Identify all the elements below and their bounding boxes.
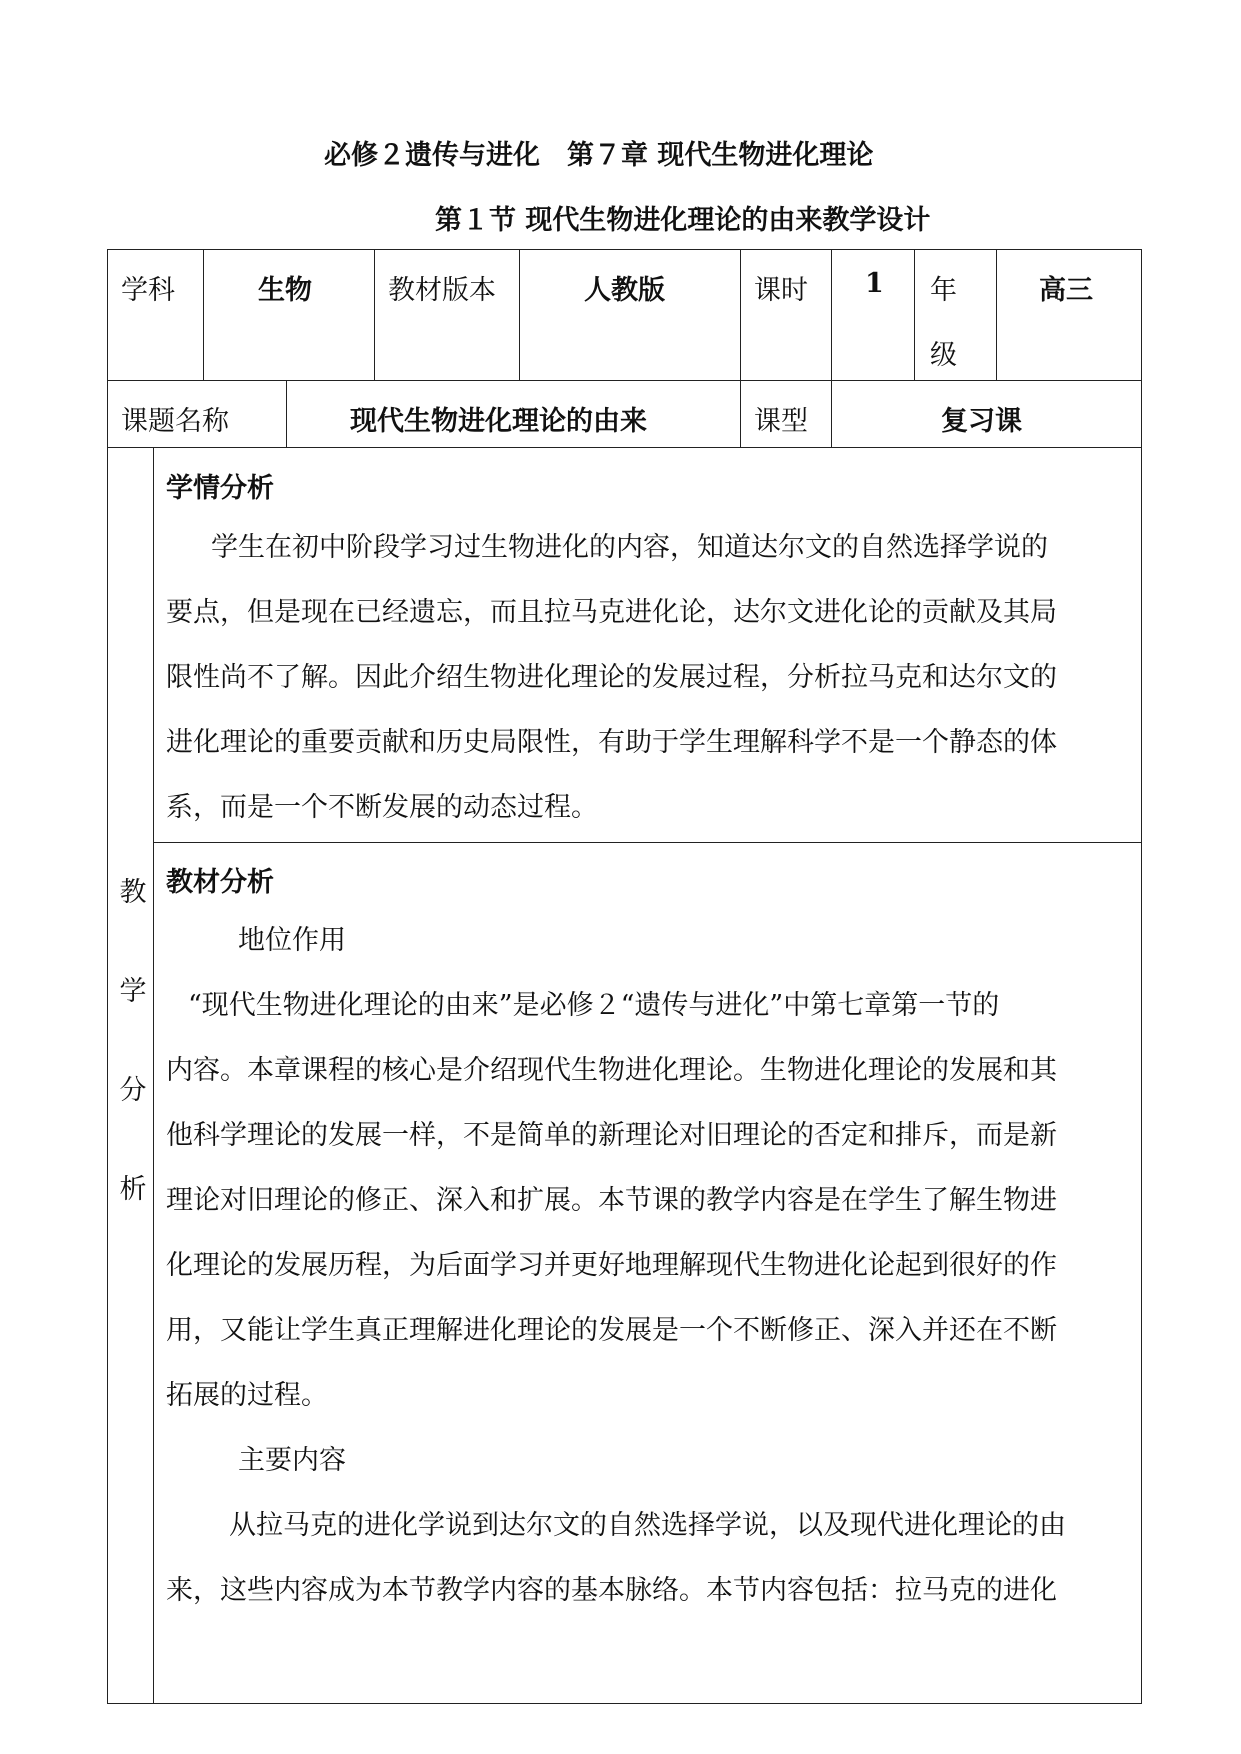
text-line: 要点，但是现在已经遗忘，而且拉马克进化论，达尔文进化论的贡献及其局: [166, 597, 1057, 628]
grade-value: 高三: [1039, 275, 1093, 306]
col-divider: [831, 249, 832, 380]
col-divider: [996, 249, 997, 380]
col-divider: [831, 380, 832, 447]
row-divider-2: [107, 447, 1142, 448]
subject-label: 学科: [121, 275, 175, 306]
text-line: 内容。本章课程的核心是介绍现代生物进化理论。生物进化理论的发展和其: [166, 1055, 1057, 1086]
text-line: 限性尚不了解。因此介绍生物进化理论的发展过程，分析拉马克和达尔文的: [166, 662, 1057, 693]
subheading-role: 地位作用: [238, 925, 346, 956]
hours-value: 1: [865, 268, 884, 299]
col-divider: [740, 249, 741, 380]
grade-label-bottom: 级: [930, 340, 957, 371]
text-line: 进化理论的重要贡献和历史局限性，有助于学生理解科学不是一个静态的体: [166, 727, 1057, 758]
text-line: 从拉马克的进化学说到达尔文的自然选择学说，以及现代进化理论的由: [229, 1510, 1066, 1541]
col-divider: [203, 249, 204, 380]
topic-value: 现代生物进化理论的由来: [350, 406, 647, 437]
side-label-char: 学: [119, 976, 147, 1007]
text-line: 他科学理论的发展一样，不是简单的新理论对旧理论的否定和排斥，而是新: [166, 1120, 1057, 1151]
text-line: 用，又能让学生真正理解进化理论的发展是一个不断修正、深入并还在不断: [166, 1315, 1057, 1346]
edition-value: 人教版: [584, 275, 665, 306]
material-analysis-text: [166, 908, 1066, 1623]
col-divider: [740, 380, 741, 447]
text-line: “现代生物进化理论的由来”是必修２“遗传与进化”中第七章第一节的: [188, 990, 1000, 1021]
edition-label: 教材版本: [388, 275, 496, 306]
doc-title-line1: 必修２遗传与进化 第７章 现代生物进化理论: [324, 140, 874, 171]
text-line: 拓展的过程。: [166, 1380, 328, 1411]
side-label-char: 析: [119, 1174, 147, 1205]
text-line: 理论对旧理论的修正、深入和扩展。本节课的教学内容是在学生了解生物进: [166, 1185, 1057, 1216]
type-label: 课型: [754, 406, 808, 437]
subheading-content: 主要内容: [238, 1445, 346, 1476]
col-divider: [286, 380, 287, 447]
side-label-char: 分: [119, 1075, 147, 1106]
student-analysis-heading: 学情分析: [166, 473, 274, 504]
col-divider: [374, 249, 375, 380]
hours-label: 课时: [754, 275, 808, 306]
text-line: 化理论的发展历程，为后面学习并更好地理解现代生物进化论起到很好的作: [166, 1250, 1057, 1281]
col-divider: [914, 249, 915, 380]
doc-title-line2: 第１节 现代生物进化理论的由来教学设计: [435, 205, 931, 236]
side-label: [108, 843, 158, 1239]
text-line: 来，这些内容成为本节教学内容的基本脉络。本节内容包括：拉马克的进化: [166, 1575, 1057, 1606]
text-line: 系，而是一个不断发展的动态过程。: [166, 792, 598, 823]
section-divider: [153, 842, 1142, 843]
col-divider: [519, 249, 520, 380]
topic-label: 课题名称: [121, 406, 229, 437]
subject-value: 生物: [258, 275, 312, 306]
grade-label-top: 年: [930, 275, 957, 306]
type-value: 复习课: [941, 406, 1022, 437]
material-analysis-heading: 教材分析: [166, 867, 274, 898]
side-label-char: 教: [119, 877, 147, 908]
row-divider-1: [107, 380, 1142, 381]
student-analysis-text: [166, 515, 1057, 840]
text-line: 学生在初中阶段学习过生物进化的内容，知道达尔文的自然选择学说的: [211, 532, 1048, 563]
